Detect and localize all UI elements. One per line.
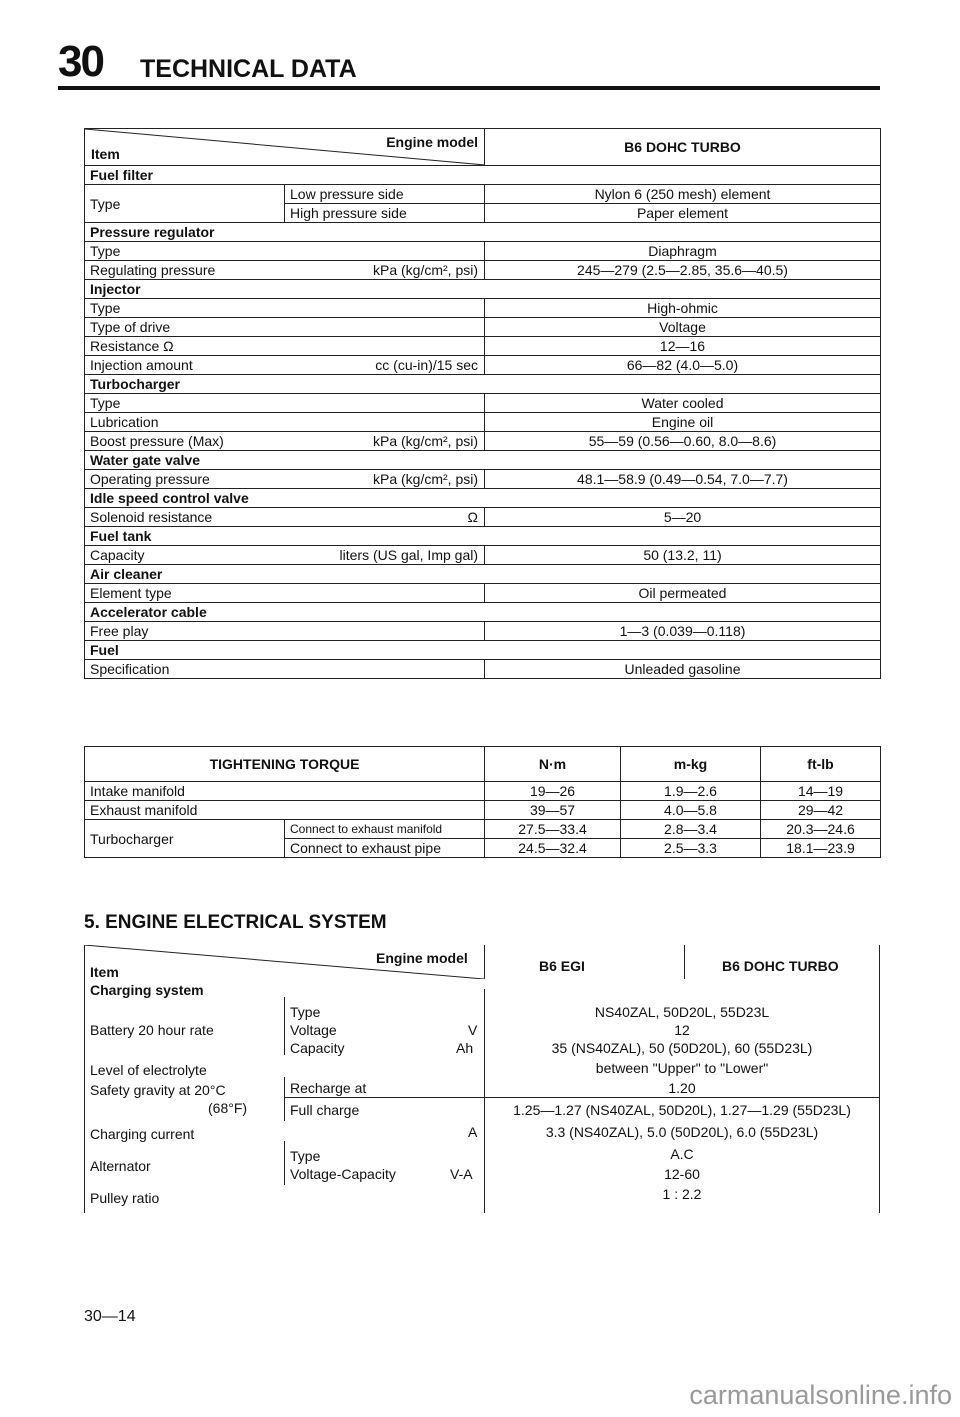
torque-nm: 24.5—32.4 <box>485 839 621 858</box>
gravity-line <box>284 1097 484 1098</box>
row-value: Engine oil <box>485 413 881 432</box>
table-row <box>85 261 881 280</box>
row-value: 50 (13.2, 11) <box>485 546 881 565</box>
alternator-vc-value: 12-60 <box>664 1166 700 1182</box>
page-number: 30—14 <box>84 1308 136 1325</box>
torque-ftlb: 18.1—23.9 <box>761 839 881 858</box>
battery-type-label: Type <box>290 1004 321 1020</box>
section-label: Fuel <box>85 641 881 660</box>
alternator-vc-label: Voltage-Capacity <box>290 1166 396 1182</box>
row-label-text: Resistance Ω <box>90 338 174 354</box>
electrolyte-label: Level of electrolyte <box>90 1062 207 1078</box>
table-row <box>85 394 881 413</box>
alternator-type-value: A.C <box>670 1146 694 1162</box>
left-border <box>84 945 85 1213</box>
table-row <box>85 820 881 839</box>
nm-header: N·m <box>485 747 621 782</box>
gravity-f-label: (68°F) <box>208 1100 248 1116</box>
alternator-type-label: Type <box>290 1148 321 1164</box>
table-row <box>85 375 881 394</box>
row-label-text: Capacity <box>90 547 145 563</box>
unit-v: V <box>468 1022 478 1038</box>
row-label-text: Lubrication <box>90 414 159 430</box>
row-label <box>85 242 485 261</box>
torque-mkg: 4.0—5.8 <box>621 801 761 820</box>
row-label <box>85 508 485 527</box>
row-label <box>85 261 485 280</box>
row-label <box>85 413 485 432</box>
torque-sublabel: Connect to exhaust manifold <box>285 820 485 839</box>
engine-model-label: Engine model <box>376 950 468 966</box>
row-label-text: Operating pressure <box>90 471 210 487</box>
torque-header: TIGHTENING TORQUE <box>85 747 485 782</box>
row-unit: kPa (kg/cm², psi) <box>372 262 478 278</box>
row-value: 5—20 <box>485 508 881 527</box>
battery-capacity-value: 35 (NS40ZAL), 50 (50D20L), 60 (55D23L) <box>551 1040 813 1056</box>
row-label <box>85 299 485 318</box>
row-value: Voltage <box>485 318 881 337</box>
gravity-value-line <box>484 1097 880 1098</box>
table-row <box>85 565 881 584</box>
table-row <box>85 413 881 432</box>
battery-label: Battery 20 hour rate <box>90 1022 214 1038</box>
ftlb-header: ft-lb <box>761 747 881 782</box>
gravity-label: Safety gravity at 20°C <box>90 1082 226 1098</box>
battery-type-value: NS40ZAL, 50D20L, 55D23L <box>594 1004 770 1020</box>
row-label <box>85 622 485 641</box>
charging-current-label: Charging current <box>90 1126 195 1142</box>
row-label <box>85 584 485 603</box>
row-sublabel: High pressure side <box>285 204 485 223</box>
row-value: 12—16 <box>485 337 881 356</box>
table-row <box>85 660 881 679</box>
row-unit: cc (cu-in)/15 sec <box>375 357 478 373</box>
row-unit: liters (US gal, Imp gal) <box>339 547 478 563</box>
table-row <box>85 280 881 299</box>
section-title: 5. ENGINE ELECTRICAL SYSTEM <box>84 912 387 933</box>
full-charge-value: 1.25—1.27 (NS40ZAL, 50D20L), 1.27—1.29 (55D23L) <box>513 1102 851 1118</box>
alternator-divider <box>284 1141 285 1185</box>
row-label-text: Type <box>90 300 121 316</box>
full-charge-label: Full charge <box>290 1102 360 1118</box>
torque-label: Exhaust manifold <box>85 801 485 820</box>
table-row <box>85 356 881 375</box>
table-row <box>85 622 881 641</box>
row-label <box>85 432 485 451</box>
model-divider <box>684 945 685 979</box>
row-label-text: Boost pressure (Max) <box>90 433 224 449</box>
table-row <box>85 299 881 318</box>
tightening-torque-table <box>84 746 881 858</box>
row-sublabel: Low pressure side <box>285 185 485 204</box>
battery-divider <box>284 997 285 1055</box>
recharge-value: 1.20 <box>668 1080 696 1096</box>
table-row <box>85 508 881 527</box>
torque-label: Intake manifold <box>85 782 485 801</box>
table-row <box>85 337 881 356</box>
table-row <box>85 166 881 185</box>
section-label: Accelerator cable <box>85 603 881 622</box>
row-value: Water cooled <box>485 394 881 413</box>
header-divider <box>484 945 485 979</box>
row-label-text: Type of drive <box>90 319 171 335</box>
battery-voltage-value: 12 <box>674 1022 690 1038</box>
table-row <box>85 584 881 603</box>
row-value: 245—279 (2.5—2.85, 35.6—40.5) <box>485 261 881 280</box>
row-label <box>85 470 485 489</box>
section-number: 30 <box>58 37 103 86</box>
section-label: Fuel tank <box>85 527 881 546</box>
table-row <box>85 318 881 337</box>
battery-capacity-label: Capacity <box>290 1040 345 1056</box>
torque-mkg: 1.9—2.6 <box>621 782 761 801</box>
row-value: High-ohmic <box>485 299 881 318</box>
row-label: Type <box>85 185 285 223</box>
page-header <box>58 34 880 90</box>
mkg-header: m-kg <box>621 747 761 782</box>
row-label-text: Element type <box>90 585 172 601</box>
row-label-text: Type <box>90 395 121 411</box>
row-label-text: Injection amount <box>90 357 193 373</box>
section-label: Injector <box>85 280 881 299</box>
pulley-ratio-value: 1 : 2.2 <box>662 1186 702 1202</box>
row-label-text: Specification <box>90 661 170 677</box>
row-value: 66—82 (4.0—5.0) <box>485 356 881 375</box>
row-label <box>85 337 485 356</box>
model-b6-egi: B6 EGI <box>539 958 585 974</box>
torque-mkg: 2.5—3.3 <box>621 839 761 858</box>
table-row <box>85 603 881 622</box>
table-row <box>85 489 881 508</box>
row-label-text: Free play <box>90 623 149 639</box>
unit-a: A <box>468 1124 478 1140</box>
model-b6-dohc-turbo: B6 DOHC TURBO <box>722 958 839 974</box>
row-label <box>85 356 485 375</box>
recharge-label: Recharge at <box>290 1080 367 1096</box>
gravity-divider <box>284 1077 285 1121</box>
table-header-corner <box>85 129 485 166</box>
alternator-label: Alternator <box>90 1158 151 1174</box>
row-value: Diaphragm <box>485 242 881 261</box>
unit-va: V-A <box>450 1166 473 1182</box>
row-value: Oil permeated <box>485 584 881 603</box>
section-label: Water gate valve <box>85 451 881 470</box>
electrolyte-value: between "Upper" to "Lower" <box>595 1060 769 1076</box>
charging-system-label: Charging system <box>90 982 204 998</box>
row-unit: kPa (kg/cm², psi) <box>372 471 478 487</box>
row-value: 55—59 (0.56—0.60, 8.0—8.6) <box>485 432 881 451</box>
table-row <box>85 470 881 489</box>
table-row <box>85 527 881 546</box>
table-row <box>85 242 881 261</box>
electrical-system-table <box>84 945 880 1213</box>
row-unit: Ω <box>467 509 478 525</box>
battery-voltage-label: Voltage <box>290 1022 337 1038</box>
table-row <box>85 185 881 204</box>
row-value: Unleaded gasoline <box>485 660 881 679</box>
row-unit: kPa (kg/cm², psi) <box>372 433 478 449</box>
fuel-system-table <box>84 128 881 679</box>
torque-label: Turbocharger <box>85 820 285 858</box>
row-label <box>85 394 485 413</box>
torque-sublabel: Connect to exhaust pipe <box>285 839 485 858</box>
item-label: Item <box>91 146 120 162</box>
table-row <box>85 432 881 451</box>
unit-ah: Ah <box>456 1040 474 1056</box>
row-label-text: Regulating pressure <box>90 262 216 278</box>
section-label: Pressure regulator <box>85 223 881 242</box>
watermark: carmanualsonline.info <box>689 1380 952 1410</box>
row-label <box>85 660 485 679</box>
row-label <box>85 546 485 565</box>
table-row <box>85 801 881 820</box>
table-row <box>85 451 881 470</box>
charging-current-value: 3.3 (NS40ZAL), 5.0 (50D20L), 6.0 (55D23L) <box>545 1124 819 1140</box>
section-label: Fuel filter <box>85 166 881 185</box>
row-label-text: Solenoid resistance <box>90 509 213 525</box>
row-value: 48.1—58.9 (0.49—0.54, 7.0—7.7) <box>485 470 881 489</box>
item-label: Item <box>90 964 119 980</box>
torque-nm: 39—57 <box>485 801 621 820</box>
table-row <box>85 641 881 660</box>
torque-ftlb: 14—19 <box>761 782 881 801</box>
table-row <box>85 223 881 242</box>
torque-mkg: 2.8—3.4 <box>621 820 761 839</box>
table-row <box>85 782 881 801</box>
row-label <box>85 318 485 337</box>
torque-nm: 19—26 <box>485 782 621 801</box>
row-value: Paper element <box>485 204 881 223</box>
section-label: Turbocharger <box>85 375 881 394</box>
torque-nm: 27.5—33.4 <box>485 820 621 839</box>
table-row <box>85 546 881 565</box>
page-title: TECHNICAL DATA <box>140 55 357 83</box>
row-value: 1—3 (0.039—0.118) <box>485 622 881 641</box>
section-label: Air cleaner <box>85 565 881 584</box>
torque-ftlb: 29—42 <box>761 801 881 820</box>
section-label: Idle speed control valve <box>85 489 881 508</box>
row-value: Nylon 6 (250 mesh) element <box>485 185 881 204</box>
torque-ftlb: 20.3—24.6 <box>761 820 881 839</box>
pulley-ratio-label: Pulley ratio <box>90 1190 160 1206</box>
model-header: B6 DOHC TURBO <box>485 129 881 166</box>
row-label-text: Type <box>90 243 121 259</box>
engine-model-label: Engine model <box>386 134 478 150</box>
